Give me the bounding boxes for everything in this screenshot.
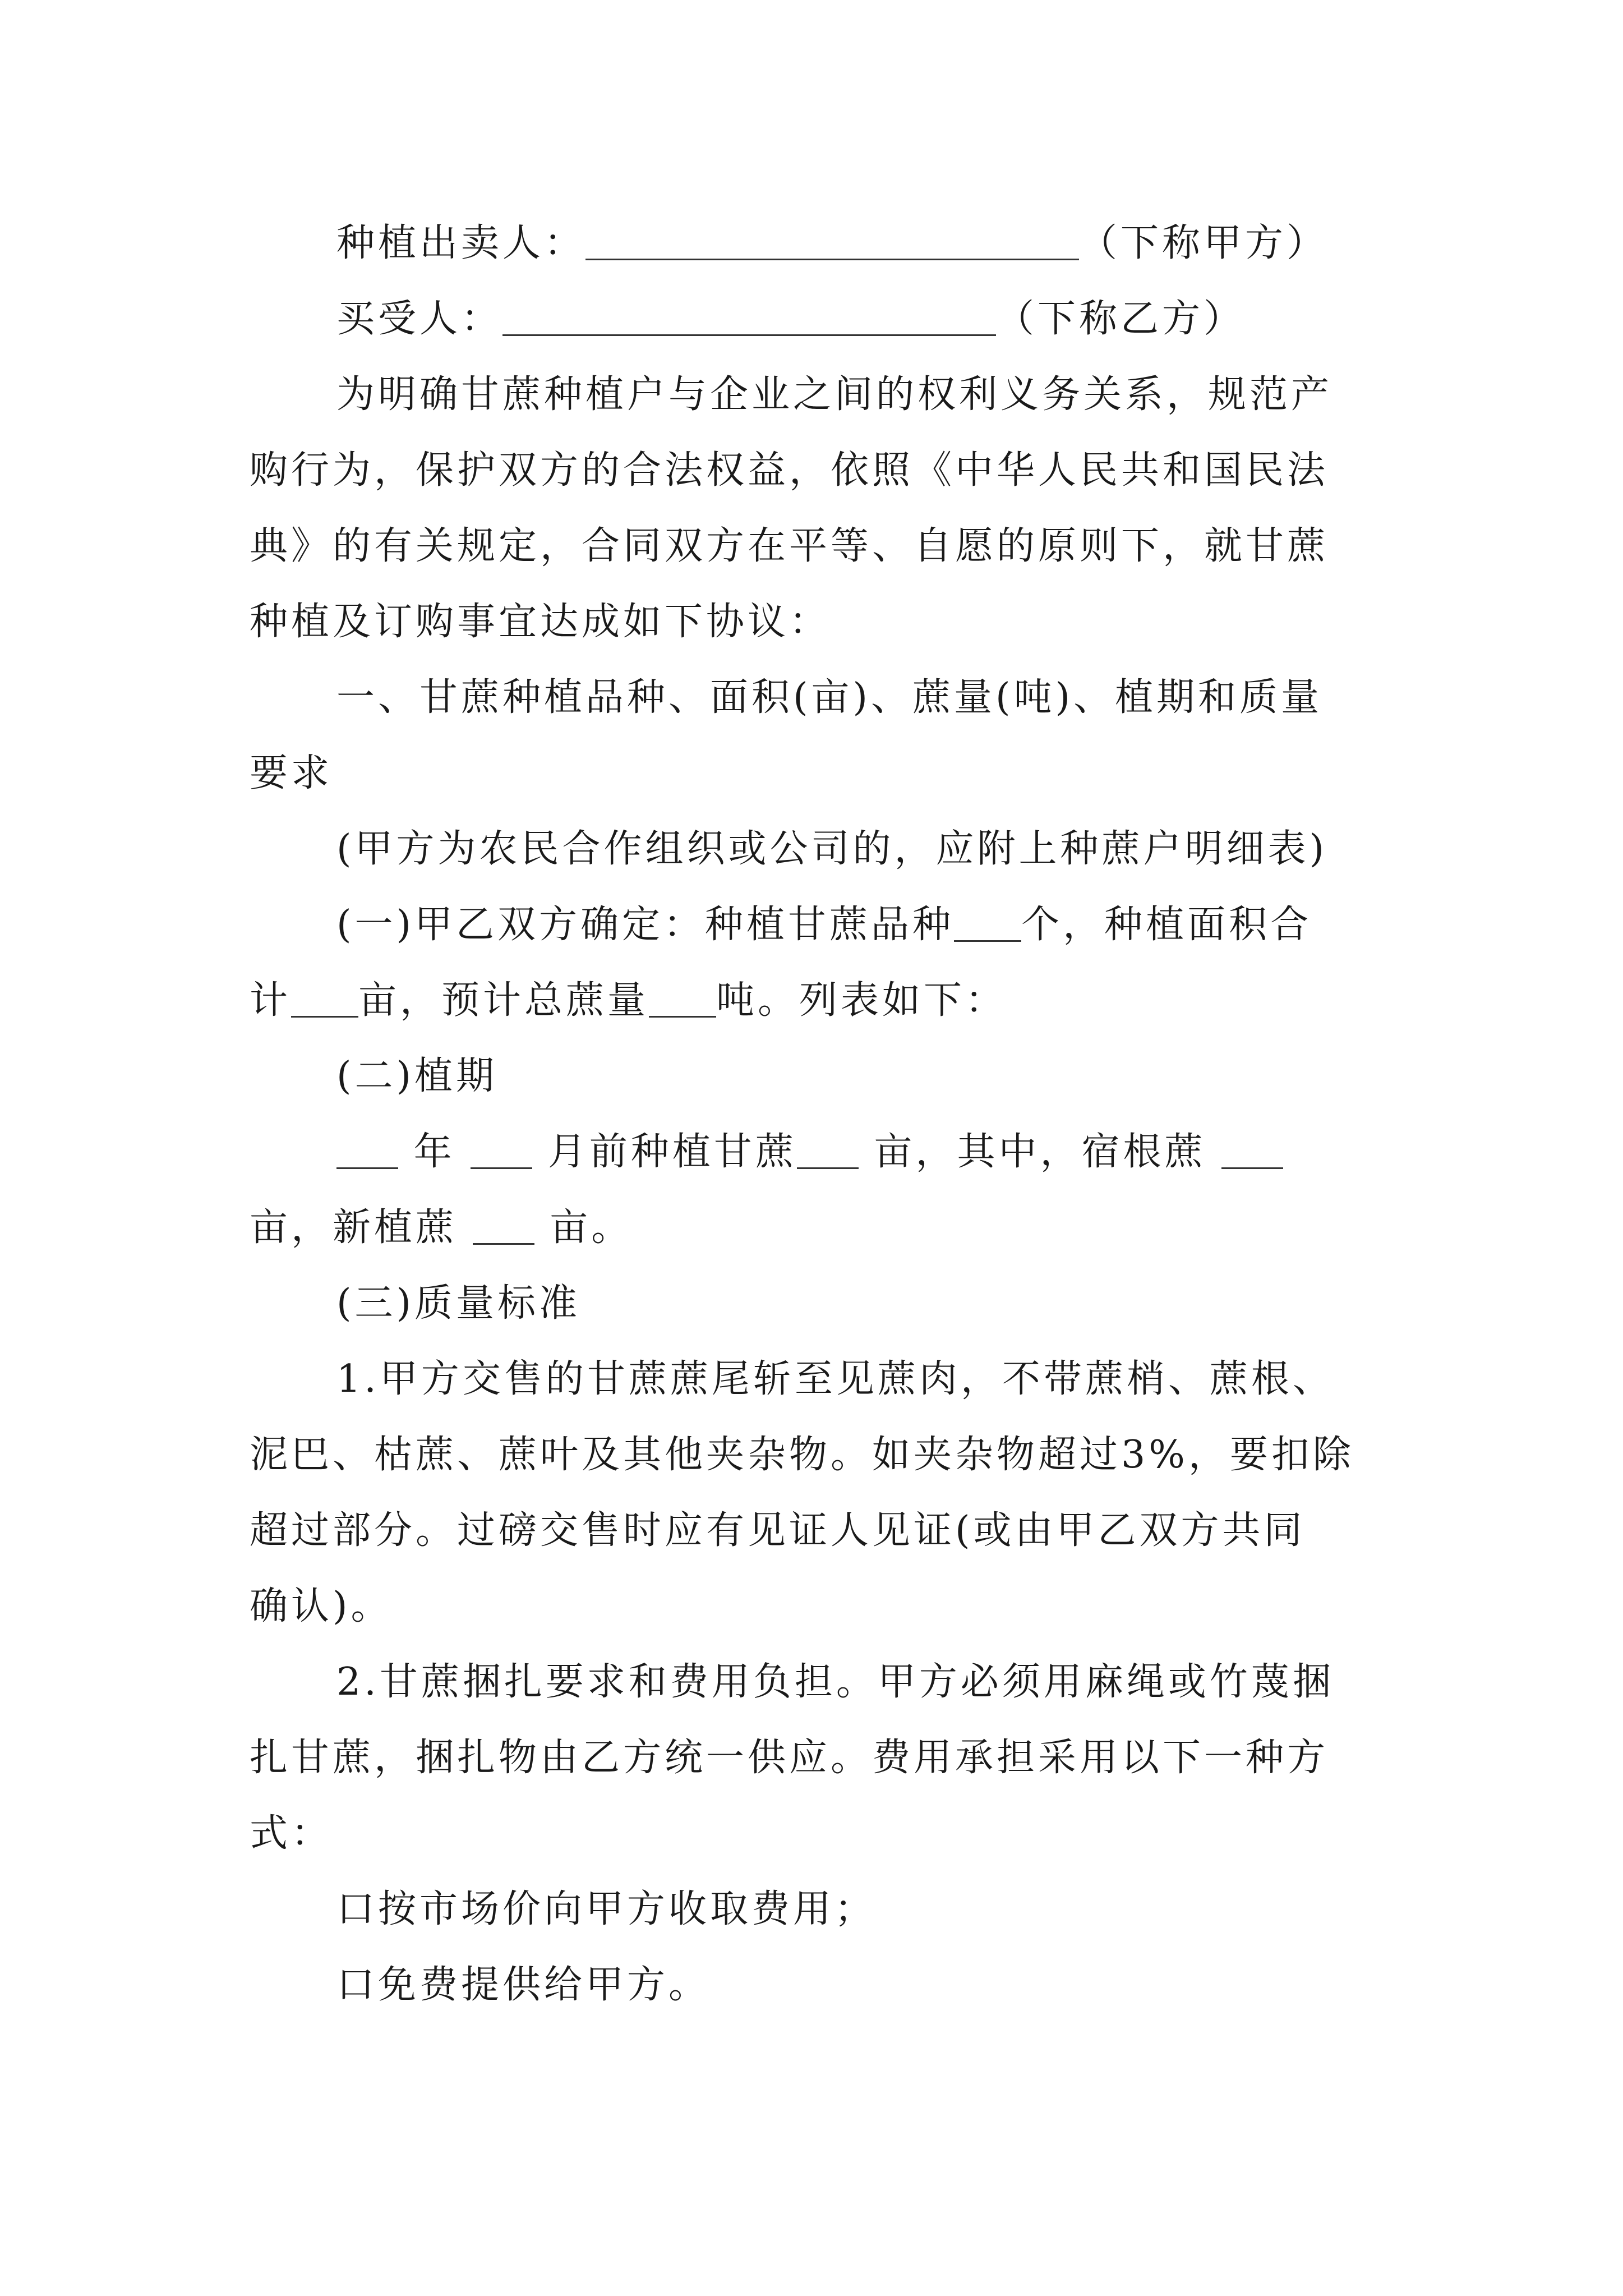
item2-line-2 (250, 1205, 633, 1250)
buyer-suffix: （下称乙方） (996, 297, 1246, 341)
item3-title: (三)质量标准 (336, 1281, 581, 1326)
item1-text-e: 吨。列表如下： (716, 978, 1007, 1023)
preamble-line-1: 为明确甘蔗种植户与企业之间的权利义务关系，规范产 (336, 372, 1333, 417)
item1-text-a: (一)甲乙双方确定：种植甘蔗品种 (336, 903, 955, 947)
ratoon-label: 亩，其中，宿根蔗 (874, 1130, 1206, 1174)
item1-text-c: 计 (250, 978, 292, 1023)
item1-line-2 (250, 978, 1007, 1023)
clause1-line-3: 超过部分。过磅交售时应有见证人见证(或由甲乙双方共同 (250, 1508, 1306, 1553)
month-before-label: 月前种植甘蔗 (547, 1130, 797, 1174)
new-planting-label: 亩，新植蔗 (250, 1205, 458, 1250)
year-blank[interactable] (336, 1134, 398, 1169)
clause1-line-1: 1.甲方交售的甘蔗蔗尾斩至见蔗肉，不带蔗梢、蔗根、 (336, 1357, 1334, 1401)
item1-text-d: 亩，预计总蔗量 (358, 978, 649, 1023)
variety-count-blank[interactable] (954, 907, 1021, 942)
year-label: 年 (413, 1130, 455, 1174)
seller-suffix: （下称甲方） (1079, 221, 1329, 265)
ratoon-area-blank[interactable] (1221, 1134, 1283, 1169)
seller-line (336, 221, 1329, 265)
month-blank[interactable] (471, 1134, 532, 1169)
buyer-name-blank[interactable] (502, 301, 996, 336)
clause1-line-4: 确认)。 (250, 1584, 393, 1628)
item2-title: (二)植期 (336, 1054, 498, 1098)
total-area-blank[interactable] (291, 982, 358, 1018)
preamble-line-4: 种植及订购事宜达成如下协议： (250, 600, 831, 644)
buyer-label: 买受人： (336, 297, 503, 341)
option-free-supply[interactable]: 口免费提供给甲方。 (336, 1963, 711, 2007)
clause1-line-2: 泥巴、枯蔗、蔗叶及其他夹杂物。如夹杂物超过3%，要扣除 (250, 1433, 1354, 1477)
section1-heading-line-2: 要求 (250, 751, 333, 795)
preamble-line-3: 典》的有关规定，合同双方在平等、自愿的原则下，就甘蔗 (250, 524, 1329, 568)
mu-end-label: 亩。 (550, 1205, 633, 1250)
section1-note: (甲方为农民合作组织或公司的，应附上种蔗户明细表) (336, 827, 1328, 871)
preamble-line-2: 购行为，保护双方的合法权益，依照《中华人民共和国民法 (250, 448, 1329, 493)
clause2-line-1: 2.甘蔗捆扎要求和费用负担。甲方必须用麻绳或竹蔑捆 (336, 1660, 1334, 1704)
planting-area-blank[interactable] (797, 1134, 859, 1169)
section1-heading-line-1: 一、甘蔗种植品种、面积(亩)、蔗量(吨)、植期和质量 (336, 675, 1323, 720)
buyer-line (336, 297, 1246, 341)
new-planting-area-blank[interactable] (473, 1209, 534, 1245)
option-market-price[interactable]: 口按市场价向甲方收取费用； (336, 1887, 877, 1931)
item2-line-1 (336, 1130, 1283, 1174)
item1-line-1 (336, 903, 1312, 947)
item1-text-b: 个，种植面积合 (1021, 903, 1312, 947)
total-yield-blank[interactable] (649, 982, 716, 1018)
seller-name-blank[interactable] (585, 225, 1079, 260)
clause2-line-3: 式： (250, 1811, 333, 1856)
seller-label: 种植出卖人： (336, 221, 586, 265)
clause2-line-2: 扎甘蔗，捆扎物由乙方统一供应。费用承担采用以下一种方 (250, 1736, 1329, 1780)
